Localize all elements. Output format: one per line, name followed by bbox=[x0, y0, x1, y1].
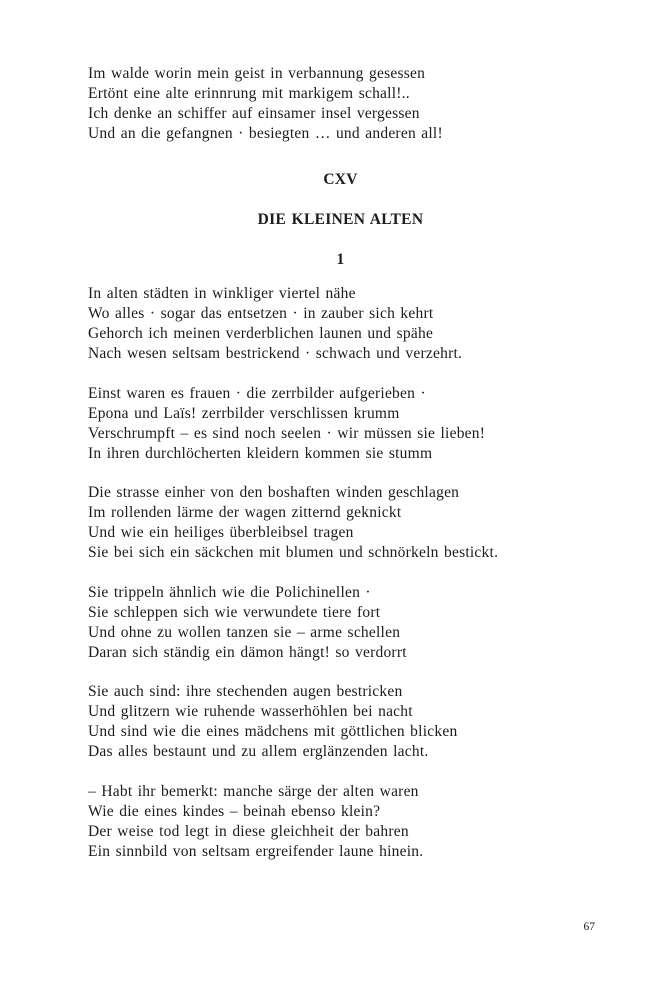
poem-line: In alten städten in winkliger viertel nähe bbox=[88, 285, 356, 302]
continuation-stanza bbox=[88, 64, 593, 144]
poem-line: – Habt ihr bemerkt: manche särge der alten waren bbox=[88, 782, 419, 800]
poem-title: DIE KLEINEN ALTEN bbox=[257, 211, 424, 228]
poem-line: Einst waren es frauen · die zerrbilder aufgerieben · bbox=[88, 384, 426, 402]
stanza-4 bbox=[88, 583, 593, 663]
poem-line: Die strasse einher von den boshaften winden geschlagen bbox=[88, 484, 460, 501]
poem-line: Ein sinnbild von seltsam ergreifender laune hinein. bbox=[88, 842, 424, 860]
poem-line: Sie schleppen sich wie verwundete tiere fort bbox=[88, 603, 381, 621]
poem-line: Im rollenden lärme der wagen zitternd geknickt bbox=[88, 504, 402, 521]
poem-line: Sie auch sind: ihre stechenden augen bestricken bbox=[88, 683, 403, 700]
poem-text-block bbox=[88, 64, 593, 881]
poem-line: Wie die eines kindes – beinah ebenso klein? bbox=[88, 802, 381, 820]
poem-line: Ertönt eine alte erinnrung mit markigem schall!.. bbox=[88, 85, 410, 102]
poem-line: Epona und Laïs! zerrbilder verschlissen krumm bbox=[88, 404, 400, 422]
stanza-6 bbox=[88, 782, 593, 862]
stanza-3 bbox=[88, 483, 593, 563]
poem-line: Und wie ein heiliges überbleibsel tragen bbox=[88, 524, 354, 541]
poem-line: Und an die gefangnen · besiegten … und anderen all! bbox=[88, 125, 443, 142]
stanza-2 bbox=[88, 384, 593, 464]
poem-line: Wo alles · sogar das entsetzen · in zauber sich kehrt bbox=[88, 305, 434, 322]
poem-part-number: 1 bbox=[336, 251, 345, 268]
poem-line: Der weise tod legt in diese gleichheit der bahren bbox=[88, 822, 409, 840]
poem-line: Das alles bestaunt und zu allem erglänzenden lacht. bbox=[88, 743, 429, 760]
poem-line: Und glitzern wie ruhende wasserhöhlen bei nacht bbox=[88, 703, 413, 720]
poem-line: Und sind wie die eines mädchens mit göttlichen blicken bbox=[88, 723, 458, 740]
poem-line: Nach wesen seltsam bestrickend · schwach und verzehrt. bbox=[88, 345, 463, 362]
poem-line: Gehorch ich meinen verderblichen launen und spähe bbox=[88, 325, 434, 342]
poem-line: Und ohne zu wollen tanzen sie – arme schellen bbox=[88, 623, 401, 641]
poem-line: In ihren durchlöcherten kleidern kommen sie stumm bbox=[88, 444, 433, 462]
page-number: 67 bbox=[583, 921, 595, 933]
poem-line: Sie trippeln ähnlich wie die Polichinellen · bbox=[88, 583, 371, 601]
poem-line: Im walde worin mein geist in verbannung gesessen bbox=[88, 65, 426, 82]
poem-line: Verschrumpft – es sind noch seelen · wir müssen sie lieben! bbox=[88, 424, 486, 442]
poem-number: CXV bbox=[323, 171, 358, 188]
poem-line: Daran sich ständig ein dämon hängt! so verdorrt bbox=[88, 643, 407, 661]
stanza-1 bbox=[88, 284, 593, 364]
stanza-5 bbox=[88, 682, 593, 762]
poem-line: Sie bei sich ein säckchen mit blumen und schnörkeln bestickt. bbox=[88, 544, 499, 561]
poem-line: Ich denke an schiffer auf einsamer insel vergessen bbox=[88, 105, 420, 122]
